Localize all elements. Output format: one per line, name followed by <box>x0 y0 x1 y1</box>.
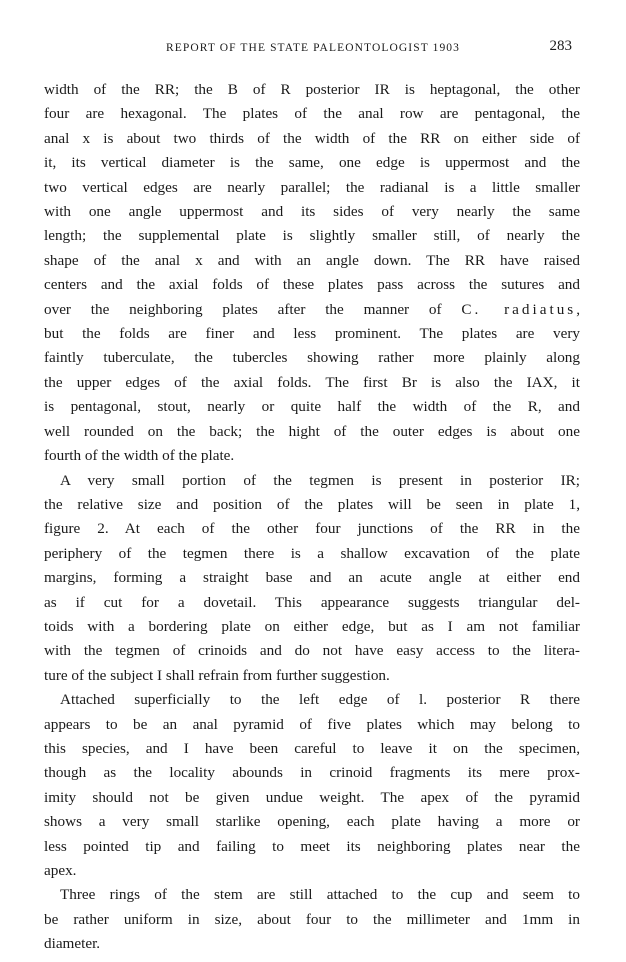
text-line: this species, and I have been careful to leave it on the specimen, <box>44 739 580 757</box>
text-line: imity should not be given undue weight. The apex of the pyramid <box>44 788 580 806</box>
text-line: shape of the anal x and with an angle down. The RR have raised <box>44 251 580 269</box>
text-line: shows a very small starlike opening, each plate having a more or <box>44 813 580 831</box>
text-line: A very small portion of the tegmen is present in posterior IR; <box>60 471 580 489</box>
paragraph-2 <box>44 469 580 689</box>
text-line: less pointed tip and failing to meet its neighboring plates near the <box>44 837 580 855</box>
text-line: four are hexagonal. The plates of the anal row are pentagonal, the <box>44 105 580 123</box>
text-line: figure 2. At each of the other four junctions of the RR in the <box>44 520 580 538</box>
paragraph-4 <box>44 883 580 956</box>
text-line: margins, forming a straight base and an acute angle at either end <box>44 569 580 587</box>
species-name: C. radiatus <box>461 300 577 318</box>
text-line <box>44 298 580 322</box>
text-line: diameter. <box>44 935 101 953</box>
text-line: periphery of the tegmen there is a shallow excavation of the plate <box>44 544 580 562</box>
text-line: Three rings of the stem are still attached to the cup and seem to <box>60 886 580 904</box>
text-line: two vertical edges are nearly parallel; the radianal is a little smaller <box>44 178 580 196</box>
running-header <box>44 36 582 60</box>
text-line: faintly tuberculate, the tubercles showing rather more plainly along <box>44 349 580 367</box>
text-segment: over the neighboring plates after the manner of <box>44 300 462 318</box>
text-line: ture of the subject I shall refrain from further suggestion. <box>44 666 390 684</box>
text-line: fourth of the width of the plate. <box>44 447 235 465</box>
text-line: toids with a bordering plate on either edge, but as I am not familiar <box>44 617 580 635</box>
text-line: apex. <box>44 862 77 879</box>
page-number: 283 <box>549 38 572 54</box>
text-line: width of the RR; the B of R posterior IR is heptagonal, the other <box>44 81 580 98</box>
text-line: well rounded on the back; the hight of the outer edges is about one <box>44 422 580 440</box>
text-line: the upper edges of the axial folds. The first Br is also the IAX, it <box>44 373 580 391</box>
body-text <box>44 78 580 957</box>
text-line: as if cut for a dovetail. This appearance suggests triangular del- <box>44 593 580 611</box>
text-line: with one angle uppermost and its sides of very nearly the same <box>44 203 580 221</box>
text-line: centers and the axial folds of these plates pass across the sutures and <box>44 276 580 294</box>
text-line: be rather uniform in size, about four to the millimeter and 1mm in <box>44 910 580 928</box>
text-line: is pentagonal, stout, nearly or quite half the width of the R, and <box>44 398 580 416</box>
paragraph-3 <box>44 688 580 883</box>
text-line: it, its vertical diameter is the same, one edge is uppermost and the <box>44 154 580 172</box>
text-segment: , <box>576 300 580 318</box>
text-line: though as the locality abounds in crinoid fragments its mere prox- <box>44 764 580 782</box>
running-title: REPORT OF THE STATE PALEONTOLOGIST 1903 <box>166 42 460 54</box>
text-line: the relative size and position of the plates will be seen in plate 1, <box>44 495 580 513</box>
text-line: anal x is about two thirds of the width of the RR on either side of <box>44 129 580 147</box>
paragraph-1 <box>44 78 580 469</box>
text-line: but the folds are finer and less prominent. The plates are very <box>44 325 580 343</box>
text-line: with the tegmen of crinoids and do not have easy access to the litera- <box>44 642 580 660</box>
text-line: Attached superficially to the left edge of l. posterior R there <box>60 691 580 709</box>
text-line: length; the supplemental plate is slightly smaller still, of nearly the <box>44 227 580 245</box>
text-line: appears to be an anal pyramid of five plates which may belong to <box>44 715 580 733</box>
